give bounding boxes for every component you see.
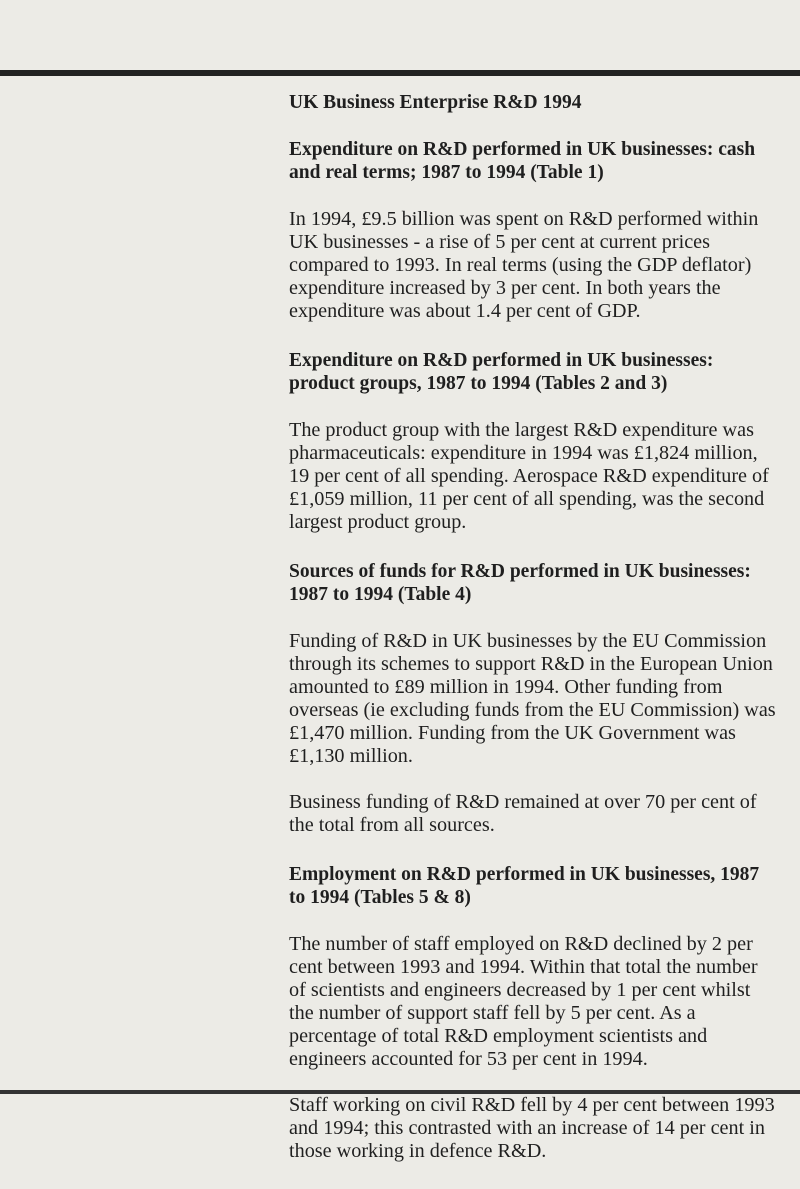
document-title: UK Business Enterprise R&D 1994 [289,92,582,113]
section-expenditure-product-groups [289,349,779,534]
section-heading: Expenditure on R&D performed in UK businesses: product groups, 1987 to 1994 (Tables 2 and 3) [289,350,714,394]
section-heading: Employment on R&D performed in UK businesses, 1987 to 1994 (Tables 5 & 8) [289,864,760,908]
section-heading: Sources of funds for R&D performed in UK businesses: 1987 to 1994 (Table 4) [289,561,751,605]
section-paragraph: Funding of R&D in UK businesses by the EU Commission through its schemes to support R&D in the European Union amounted to £89 million in 1994. Other funding from overseas (ie excluding funds from the EU Commission) was £1,470 million. Funding from the UK Government was £1,130 million. [289,630,776,767]
section-expenditure-cash-real [289,138,779,323]
section-paragraph: In 1994, £9.5 billion was spent on R&D performed within UK businesses - a rise of 5 per cent at current prices compared to 1993. In real terms (using the GDP deflator) expenditure increased by 3 per cent. In both years the expenditure was about 1.4 per cent of GDP. [289,208,759,322]
section-sources-of-funds [289,560,779,837]
section-employment [289,863,779,1163]
section-paragraph: Staff working on civil R&D fell by 4 per cent between 1993 and 1994; this contrasted with an increase of 14 per cent in those working in defence R&D. [289,1094,775,1162]
section-paragraph: Business funding of R&D remained at over 70 per cent of the total from all sources. [289,791,757,836]
section-paragraph: The product group with the largest R&D expenditure was pharmaceuticals: expenditure in 1994 was £1,824 million, 19 per cent of all spending. Aerospace R&D expenditure of £1,059 million, 11 per cent of all spending, was the second largest product group. [289,419,769,533]
bottom-rule [0,1090,800,1094]
document-page [289,90,779,1189]
section-heading: Expenditure on R&D performed in UK businesses: cash and real terms; 1987 to 1994 (Table 1) [289,139,756,183]
section-paragraph: The number of staff employed on R&D declined by 2 per cent between 1993 and 1994. Within that total the number of scientists and engineers decreased by 1 per cent whilst the number of support staff fell by 5 per cent. As a percentage of total R&D employment scientists and engineers accounted for 53 per cent in 1994. [289,933,758,1070]
top-rule [0,70,800,76]
